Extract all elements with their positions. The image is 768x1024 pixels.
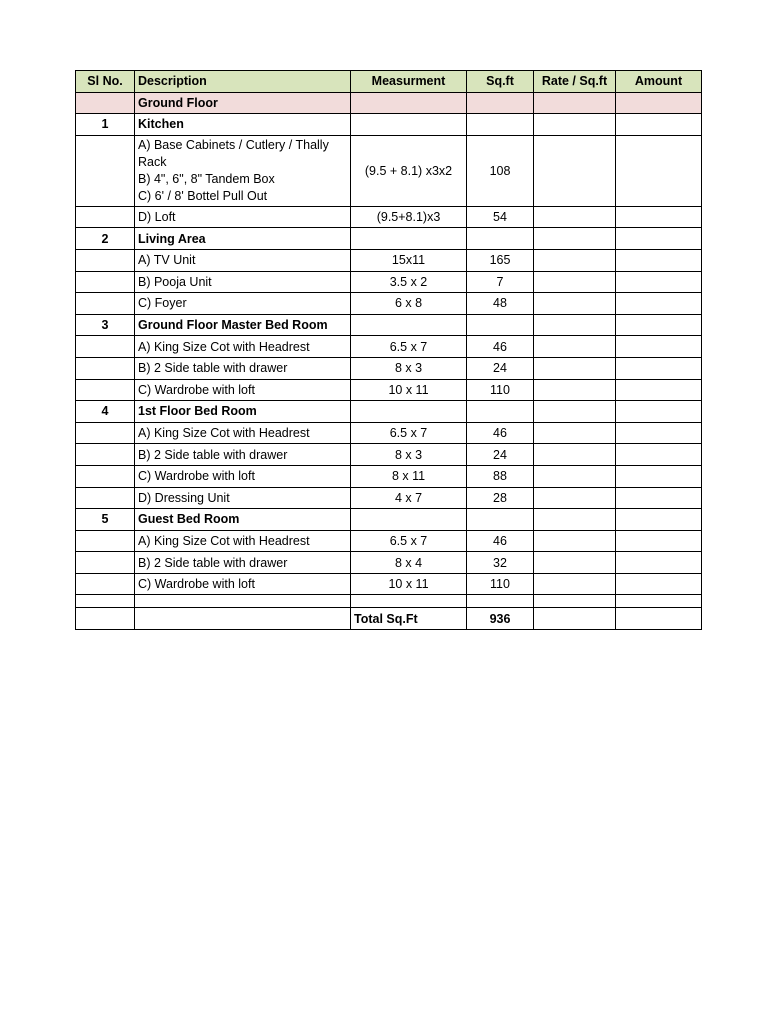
item-row [76,530,702,552]
section-number: 2 [76,228,135,250]
estimate-table [75,70,702,630]
item-rate-cell [534,573,616,595]
item-measurement: 6 x 8 [351,293,467,315]
item-sl-cell [76,135,135,206]
item-row [76,357,702,379]
item-amount-cell [616,530,702,552]
item-description-line: C) Wardrobe with loft [138,577,255,592]
item-description [135,552,351,574]
item-rate-cell [534,444,616,466]
item-amount-cell [616,465,702,487]
item-rate-cell [534,206,616,228]
item-sl-cell [76,552,135,574]
item-description [135,271,351,293]
total-rate-cell [534,608,616,630]
floor-sqft-cell [467,92,534,114]
item-description-line: B) 4", 6", 8" Tandem Box [138,171,275,186]
item-measurement: 15x11 [351,249,467,271]
item-amount-cell [616,379,702,401]
section-amount-cell [616,114,702,136]
section-rate-cell [534,401,616,423]
item-sqft: 46 [467,422,534,444]
section-row [76,509,702,531]
item-description [135,249,351,271]
spacer-cell [467,595,534,608]
item-sqft: 165 [467,249,534,271]
item-rate-cell [534,249,616,271]
item-measurement: 3.5 x 2 [351,271,467,293]
item-amount-cell [616,422,702,444]
item-amount-cell [616,249,702,271]
section-number: 1 [76,114,135,136]
item-description-line: D) Dressing Unit [138,490,230,505]
item-row [76,487,702,509]
item-description [135,293,351,315]
item-sqft: 28 [467,487,534,509]
spacer-cell [351,595,467,608]
item-description-line: A) King Size Cot with Headrest [138,426,310,441]
section-sqft-cell [467,401,534,423]
item-sqft: 88 [467,465,534,487]
item-amount-cell [616,293,702,315]
item-sqft: 110 [467,379,534,401]
item-sqft: 54 [467,206,534,228]
item-description [135,357,351,379]
item-description-line: B) 2 Side table with drawer [138,447,288,462]
item-rate-cell [534,336,616,358]
section-amount-cell [616,401,702,423]
item-sl-cell [76,422,135,444]
item-description-line: C) Wardrobe with loft [138,469,255,484]
item-amount-cell [616,487,702,509]
floor-measurement-cell [351,92,467,114]
item-description [135,530,351,552]
item-description [135,422,351,444]
item-amount-cell [616,271,702,293]
item-row [76,249,702,271]
item-description-line: A) King Size Cot with Headrest [138,533,310,548]
item-description-line: A) King Size Cot with Headrest [138,339,310,354]
item-description-line: A) Base Cabinets / Cutlery / Thally Rack [138,137,329,169]
item-sqft: 46 [467,530,534,552]
item-row [76,444,702,466]
spacer-cell [76,595,135,608]
item-description [135,135,351,206]
section-measurement-cell [351,509,467,531]
item-rate-cell [534,552,616,574]
section-row [76,114,702,136]
item-sl-cell [76,271,135,293]
item-measurement: 10 x 11 [351,379,467,401]
item-row [76,271,702,293]
section-number: 5 [76,509,135,531]
floor-sl-cell [76,92,135,114]
section-amount-cell [616,314,702,336]
item-sqft: 32 [467,552,534,574]
header-amount: Amount [616,71,702,93]
item-row [76,293,702,315]
item-sqft: 46 [467,336,534,358]
section-title: Kitchen [135,114,351,136]
item-sl-cell [76,206,135,228]
item-measurement: 8 x 4 [351,552,467,574]
item-row [76,552,702,574]
section-title: Ground Floor Master Bed Room [135,314,351,336]
section-measurement-cell [351,228,467,250]
item-measurement: 10 x 11 [351,573,467,595]
item-description [135,206,351,228]
section-number: 4 [76,401,135,423]
spacer-cell [616,595,702,608]
floor-amount-cell [616,92,702,114]
total-label: Total Sq.Ft [351,608,467,630]
section-title: 1st Floor Bed Room [135,401,351,423]
item-sl-cell [76,293,135,315]
item-row [76,379,702,401]
item-measurement: 8 x 11 [351,465,467,487]
spacer-cell [135,595,351,608]
section-row [76,228,702,250]
section-amount-cell [616,509,702,531]
item-sl-cell [76,444,135,466]
item-measurement: 8 x 3 [351,357,467,379]
item-measurement: 6.5 x 7 [351,336,467,358]
item-measurement: 6.5 x 7 [351,530,467,552]
item-sqft: 24 [467,357,534,379]
section-rate-cell [534,509,616,531]
item-sl-cell [76,357,135,379]
item-measurement: 6.5 x 7 [351,422,467,444]
section-measurement-cell [351,114,467,136]
section-measurement-cell [351,314,467,336]
item-row [76,573,702,595]
item-rate-cell [534,357,616,379]
item-rate-cell [534,135,616,206]
item-sqft: 24 [467,444,534,466]
item-rate-cell [534,293,616,315]
item-description [135,487,351,509]
section-title: Living Area [135,228,351,250]
total-row [76,608,702,630]
item-sl-cell [76,465,135,487]
section-rate-cell [534,228,616,250]
section-number: 3 [76,314,135,336]
item-row [76,422,702,444]
section-title: Guest Bed Room [135,509,351,531]
spacer-cell [534,595,616,608]
item-description [135,573,351,595]
item-rate-cell [534,465,616,487]
section-measurement-cell [351,401,467,423]
item-sqft: 7 [467,271,534,293]
total-sl-cell [76,608,135,630]
item-row [76,336,702,358]
item-description-line: B) 2 Side table with drawer [138,555,288,570]
section-sqft-cell [467,314,534,336]
floor-row [76,92,702,114]
section-sqft-cell [467,509,534,531]
total-value: 936 [467,608,534,630]
item-rate-cell [534,487,616,509]
item-amount-cell [616,552,702,574]
item-description [135,444,351,466]
section-row [76,401,702,423]
item-sqft: 108 [467,135,534,206]
item-sl-cell [76,249,135,271]
item-sqft: 110 [467,573,534,595]
item-description-line: B) 2 Side table with drawer [138,361,288,376]
item-measurement: 4 x 7 [351,487,467,509]
item-row [76,206,702,228]
item-description [135,465,351,487]
item-amount-cell [616,336,702,358]
section-sqft-cell [467,228,534,250]
section-row [76,314,702,336]
item-measurement: 8 x 3 [351,444,467,466]
item-description-line: C) Foyer [138,296,187,311]
header-sqft: Sq.ft [467,71,534,93]
item-description-line: A) TV Unit [138,253,196,268]
item-measurement: (9.5+8.1)x3 [351,206,467,228]
item-sl-cell [76,336,135,358]
item-amount-cell [616,135,702,206]
item-description [135,336,351,358]
section-amount-cell [616,228,702,250]
table-header-row [76,71,702,93]
item-rate-cell [534,271,616,293]
spacer-row [76,595,702,608]
item-rate-cell [534,379,616,401]
section-rate-cell [534,114,616,136]
header-description: Description [135,71,351,93]
item-sl-cell [76,573,135,595]
floor-label: Ground Floor [135,92,351,114]
item-description-line: B) Pooja Unit [138,274,212,289]
item-sl-cell [76,379,135,401]
item-rate-cell [534,422,616,444]
item-measurement: (9.5 + 8.1) x3x2 [351,135,467,206]
section-sqft-cell [467,114,534,136]
item-description [135,379,351,401]
item-sl-cell [76,487,135,509]
total-desc-cell [135,608,351,630]
item-sl-cell [76,530,135,552]
floor-rate-cell [534,92,616,114]
item-amount-cell [616,206,702,228]
item-sqft: 48 [467,293,534,315]
header-sl-no: Sl No. [76,71,135,93]
item-amount-cell [616,357,702,379]
section-rate-cell [534,314,616,336]
item-row [76,135,702,206]
header-rate: Rate / Sq.ft [534,71,616,93]
item-amount-cell [616,573,702,595]
header-measurement: Measurment [351,71,467,93]
item-row [76,465,702,487]
item-description-line: D) Loft [138,210,176,225]
item-description-line: C) 6' / 8' Bottel Pull Out [138,188,268,203]
item-amount-cell [616,444,702,466]
total-amount-cell [616,608,702,630]
item-rate-cell [534,530,616,552]
item-description-line: C) Wardrobe with loft [138,382,255,397]
